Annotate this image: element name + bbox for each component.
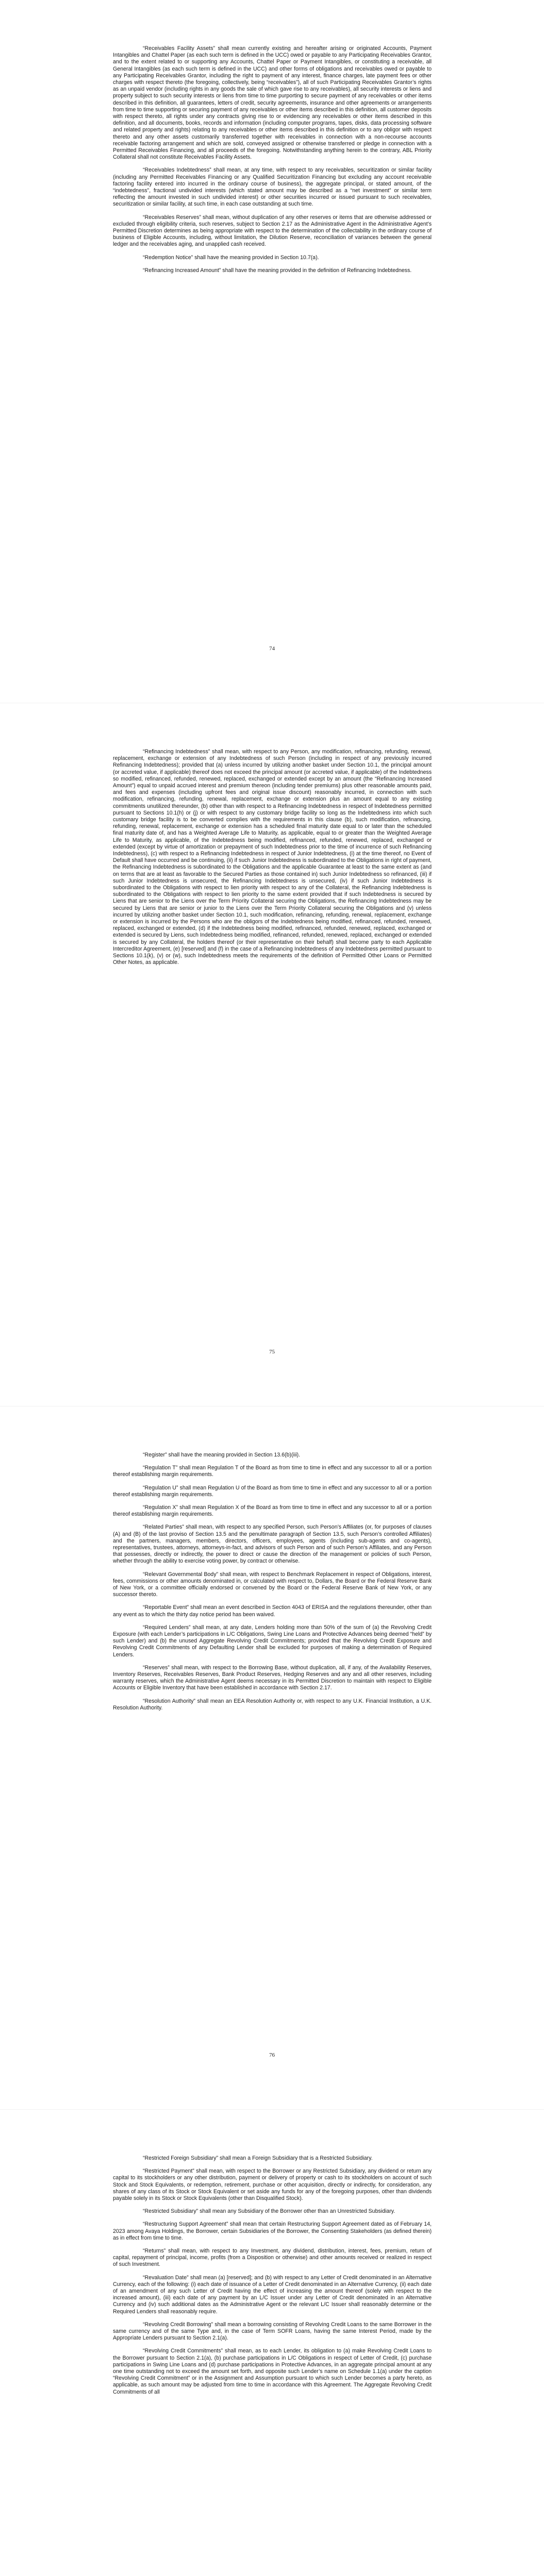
document-page-74: [0, 0, 544, 703]
definition-revolving-credit-borrowing: “Revolving Credit Borrowing” shall mean a borrowing consisting of Revolving Credit Loans to the same Borrower in the same currency and of the same Type and, in the case of Term SOFR Loans, having the same Interest Period, made by the Appropriate Lenders pursuant to Section 2.1(a).: [113, 2321, 432, 2342]
document-page-77: [0, 2110, 544, 2576]
definition-regulation-u: “Regulation U” shall mean Regulation U of the Board as from time to time in effect and any successor to all or a portion thereof establishing margin requirements.: [113, 1484, 432, 1498]
definition-redemption-notice: “Redemption Notice” shall have the meaning provided in Section 10.7(a).: [143, 254, 319, 261]
definition-regulation-t: “Regulation T” shall mean Regulation T of the Board as from time to time in effect and any successor to all or a portion thereof establishing margin requirements.: [113, 1465, 432, 1478]
definition-returns: “Returns” shall mean, with respect to any Investment, any dividend, distribution, interest, fees, premium, return of capital, repayment of principal, income, profits (from a Disposition or otherwise) and other amounts received or realized in respect of such Investment.: [113, 2248, 432, 2268]
page-number: 74: [269, 646, 275, 652]
definition-reportable-event: “Reportable Event” shall mean an event described in Section 4043 of ERISA and the regulations thereunder, other than any event as to which the thirty day notice period has been waived.: [113, 1604, 432, 1618]
page-number: 75: [269, 1349, 275, 1355]
document-page-75: [0, 703, 544, 1406]
definition-restricted-payment: “Restricted Payment” shall mean, with respect to the Borrower or any Restricted Subsidiary, any dividend or return any capital to its stockholders or any other distribution, payment or delivery of property or cash to its stockholders on account of such Stock and Stock Equivalents, or redemption, retirement, purchase or other acquisition, directly or indirectly, for consideration, any shares of any class of its Stock or Stock Equivalent or set aside any funds for any of the foregoing purposes, other than dividends payable solely in its Stock or Stock Equivalents (other than Disqualified Stock).: [113, 2168, 432, 2202]
definition-receivables-facility-assets: “Receivables Facility Assets” shall mean currently existing and hereafter arising or originated Accounts, Payment Intangibles and Chattel Paper (as each such term is defined in the UCC) owed or payable to any Participating Receivables Grantor, and to the extent related to or supporting any Accounts, Chattel Paper or Payment Intangibles, or constituting a receivable, all General Intangibles (as each such term is defined in the UCC) and other forms of obligations and receivables owed or payable to any Participating Receivables Grantor, including the right to payment of any interest, finance charges, late payment fees or other charges with respect thereto (the foregoing, collectively, being “receivables”), all of such Participating Receivables Grantor’s rights as an unpaid vendor (including rights in any goods the sale of which gave rise to any receivables), all security interests or liens and property subject to such security interests or liens from time to time purporting to secure payment of any receivables or other items described in this definition, all guarantees, letters of credit, security agreements, insurance and other agreements or arrangements from time to time supporting or securing payment of any receivables or other items described in this definition, all customer deposits with respect thereto, all rights under any contracts giving rise to or evidencing any receivables or other items described in this definition, and all documents, books, records and information (including computer programs, tapes, disks, data processing software and related property and rights) relating to any receivables or other items described in this definition or to any obligor with respect thereto and any other assets customarily transferred together with receivables in connection with a non-recourse accounts receivable factoring arrangement and which are sold, conveyed assigned or otherwise transferred or pledge in connection with a Permitted Receivables Financing, and all proceeds of the foregoing. Notwithstanding anything herein to the contrary, ABL Priority Collateral shall not constitute Receivables Facility Assets.: [113, 45, 432, 161]
definition-refinancing-increased-amount: “Refinancing Increased Amount” shall have the meaning provided in the definition of Refinancing Indebtedness.: [143, 267, 412, 274]
definition-restructuring-support-agreement: “Restructuring Support Agreement” shall mean that certain Restructuring Support Agreement dated as of February 14, 2023 among Avaya Holdings, the Borrower, certain Subsidiaries of the Borrower, the Consenting Stakeholders (as defined therein) as in effect from time to time.: [113, 2221, 432, 2241]
definition-refinancing-indebtedness: “Refinancing Indebtedness” shall mean, with respect to any Person, any modification, refinancing, refunding, renewal, replacement, exchange or extension of any Indebtedness of such Person (including in respect of any previously incurred Refinancing Indebtedness); provided that (a) unless incurred by utilizing another basket under Section 10.1, the principal amount (or accreted value, if applicable) thereof does not exceed the principal amount (or accreted value, if applicable) of the Indebtedness so modified, refinanced, refunded, renewed, replaced, exchanged or extended except by an amount (the “Refinancing Increased Amount”) equal to unpaid accrued interest and premium thereon (including tender premiums) plus other reasonable amounts paid, and fees and expenses (including upfront fees and original issue discount) reasonably incurred, in connection with such modification, refinancing, refunding, renewal, replacement, exchange or extension plus an amount equal to any existing commitments unutilized thereunder, (b) other than with respect to a Refinancing Indebtedness in respect of Indebtedness permitted pursuant to Sections 10.1(h) or (j) or with respect to any customary bridge facility so long as the Indebtedness into which such customary bridge facility is to be converted complies with the requirements in this clause (b), such modification, refinancing, refunding, renewal, replacement, exchange or extension has a scheduled final maturity date equal to or later than the scheduled final maturity date of, and has a Weighted Average Life to Maturity, as applicable, equal to or greater than the Weighted Average Life to Maturity, as applicable, of the Indebtedness being modified, refinanced, refunded, renewed, replaced, exchanged or extended (except by virtue of amortization or prepayment of such Indebtedness prior to the time of incurrence of such Refinancing Indebtedness), (c) with respect to a Refinancing Indebtedness in respect of Junior Indebtedness, (i) at the time thereof, no Event of Default shall have occurred and be continuing, (ii) if such Junior Indebtedness is subordinated to the Obligations in right of payment, the Refinancing Indebtedness is subordinated to the Obligations and the applicable Guarantee at least to the same extent as (and on terms that are at least as favorable to the Secured Parties as those contained in) such Junior Indebtedness so refinanced, (iii) if such Junior Indebtedness is unsecured, the Refinancing Indebtedness is unsecured, (iv) if such Junior Indebtedness is subordinated to the Obligations with respect to lien priority with respect to any of the Collateral, the Refinancing Indebtedness is subordinated to the Obligations with respect to lien priority to the same extent provided that if such Indebtedness is secured by Liens that are senior to the Liens over the Term Priority Collateral securing the Obligations, the Refinancing Indebtedness may be secured by Liens that are senior or junior to the Liens over the Term Priority Collateral securing the Obligations and (v) unless incurred by utilizing another basket under Section 10.1, such modification, refinancing, refunding, renewal, replacement, exchange or extension is incurred by the Persons who are the obligors of the Indebtedness being modified, refinanced, refunded, renewed, replaced, exchanged or extended, (d) if the Indebtedness being modified, refinanced, refunded, renewed, replaced, exchanged or extended is secured by Liens, such Indebtedness being modified, refinanced, refunded, renewed, replaced, exchanged or extended is secured by any Collateral, the holders thereof (or their representative on their behalf) shall become party to each Applicable Intercreditor Agreement, (e) [reserved] and (f) in the case of a Refinancing Indebtedness of any Indebtedness permitted pursuant to Sections 10.1(k), (v) or (w), such Indebtedness meets the requirements of the definition of Permitted Other Loans or Permitted Other Notes, as applicable.: [113, 749, 432, 966]
definition-resolution-authority: “Resolution Authority” shall mean an EEA Resolution Authority or, with respect to any U.K. Financial Institution, a U.K. Resolution Authority.: [113, 1698, 432, 1711]
definition-restricted-subsidiary: “Restricted Subsidiary” shall mean any Subsidiary of the Borrower other than an Unrestricted Subsidiary.: [143, 2208, 395, 2215]
definition-register: “Register” shall have the meaning provided in Section 13.6(b)(iii).: [143, 1452, 301, 1458]
definition-restricted-foreign-subsidiary: “Restricted Foreign Subsidiary” shall mean a Foreign Subsidiary that is a Restricted Subsidiary.: [143, 2155, 373, 2161]
definition-required-lenders: “Required Lenders” shall mean, at any date, Lenders holding more than 50% of the sum of (a) the Revolving Credit Exposure (with each Lender’s participations in L/C Obligations, Swing Line Loans and Protective Advances being deemed “held” by such Lender) and (b) the unused Aggregate Revolving Credit Commitments; provided that the Revolving Credit Exposure and Revolving Credit Commitments of any Defaulting Lender shall be excluded for purposes of making a determination of Required Lenders.: [113, 1624, 432, 1658]
definition-regulation-x: “Regulation X” shall mean Regulation X of the Board as from time to time in effect and any successor to all or a portion thereof establishing margin requirements.: [113, 1504, 432, 1518]
definition-reserves: “Reserves” shall mean, with respect to the Borrowing Base, without duplication, all, if any, of the Availability Reserves, Inventory Reserves, Receivables Reserves, Bank Product Reserves, Hedging Reserves and any and all other reserves, including warranty reserves, which the Administrative Agent deems necessary in its Permitted Discretion to maintain with respect to Eligible Accounts or Eligible Inventory that have been established in accordance with Section 2.17.: [113, 1664, 432, 1691]
page-number: 76: [269, 2052, 275, 2058]
document-page-76: [0, 1406, 544, 2110]
definition-receivables-reserves: “Receivables Reserves” shall mean, without duplication of any other reserves or items that are otherwise addressed or excluded through eligibility criteria, such reserves, subject to Section 2.17 as the Administrative Agent in the Administrative Agent’s Permitted Discretion determines as being appropriate with respect to the determination of the collectability in the ordinary course of business of Eligible Accounts, including, without limitation, the Dilution Reserve, reconciliation of variances between the general ledger and the receivables aging, and unapplied cash received.: [113, 214, 432, 248]
definition-receivables-indebtedness: “Receivables Indebtedness” shall mean, at any time, with respect to any receivables, securitization or similar facility (including any Permitted Receivables Financing or any Qualified Securitization Financing but excluding any account receivable factoring facility entered into incurred in the ordinary course of business), the aggregate principal, or stated amount, of the “indebtedness”, fractional undivided interests (which stated amount may be described as a “net investment” or similar term reflecting the amount invested in such undivided interest) or other securities incurred or issued pursuant to such receivables, securitization or similar facility, at such time, in each case outstanding at such time.: [113, 167, 432, 208]
definition-revaluation-date: “Revaluation Date” shall mean (a) [reserved]; and (b) with respect to any Letter of Credit denominated in an Alternative Currency, each of the following: (i) each date of issuance of a Letter of Credit denominated in an Alternative Currency, (ii) each date of an amendment of any such Letter of Credit having the effect of increasing the amount thereof (solely with respect to the increased amount), (iii) each date of any payment by an L/C Issuer under any Letter of Credit denominated in an Alternative Currency and (iv) such additional dates as the Administrative Agent or the relevant L/C Issuer shall reasonably determine or the Required Lenders shall reasonably require.: [113, 2274, 432, 2315]
definition-revolving-credit-commitments: “Revolving Credit Commitments” shall mean, as to each Lender, its obligation to (a) make Revolving Credit Loans to the Borrower pursuant to Section 2.1(a), (b) purchase participations in L/C Obligations in respect of Letter of Credit, (c) purchase participations in Swing Line Loans and (d) purchase participations in Protective Advances, in an aggregate principal amount at any one time outstanding not to exceed the amount set forth, and opposite such Lender’s name on Schedule 1.1(a) under the caption “Revolving Credit Commitment” or in the Assignment and Assumption pursuant to which such Lender becomes a party hereto, as applicable, as such amount may be adjusted from time to time in accordance with this Agreement. The Aggregate Revolving Credit Commitments of all: [113, 2348, 432, 2395]
definition-related-parties: “Related Parties” shall mean, with respect to any specified Person, such Person’s Affiliates (or, for purposes of clauses (A) and (B) of the last proviso of Section 13.5 and the penultimate paragraph of Section 13.5, such Person’s controlled Affiliates) and the partners, managers, members, directors, officers, employees, agents (including sub-agents and co-agents), representatives, trustees, attorneys, attorneys-in-fact, and advisors of such Person and of such Person’s Affiliates, and any Person that possesses, directly or indirectly, the power to direct or cause the direction of the management or policies of such Person, whether through the ability to exercise voting power, by contract or otherwise.: [113, 1524, 432, 1565]
definition-relevant-governmental-body: “Relevant Governmental Body” shall mean, with respect to Benchmark Replacement in respect of Obligations, interest, fees, commissions or other amounts denominated in, or calculated with respect to, Dollars, the Board or the Federal Reserve Bank of New York, or a committee officially endorsed or convened by the Board or the Federal Reserve Bank of New York, or any successor thereto.: [113, 1571, 432, 1598]
